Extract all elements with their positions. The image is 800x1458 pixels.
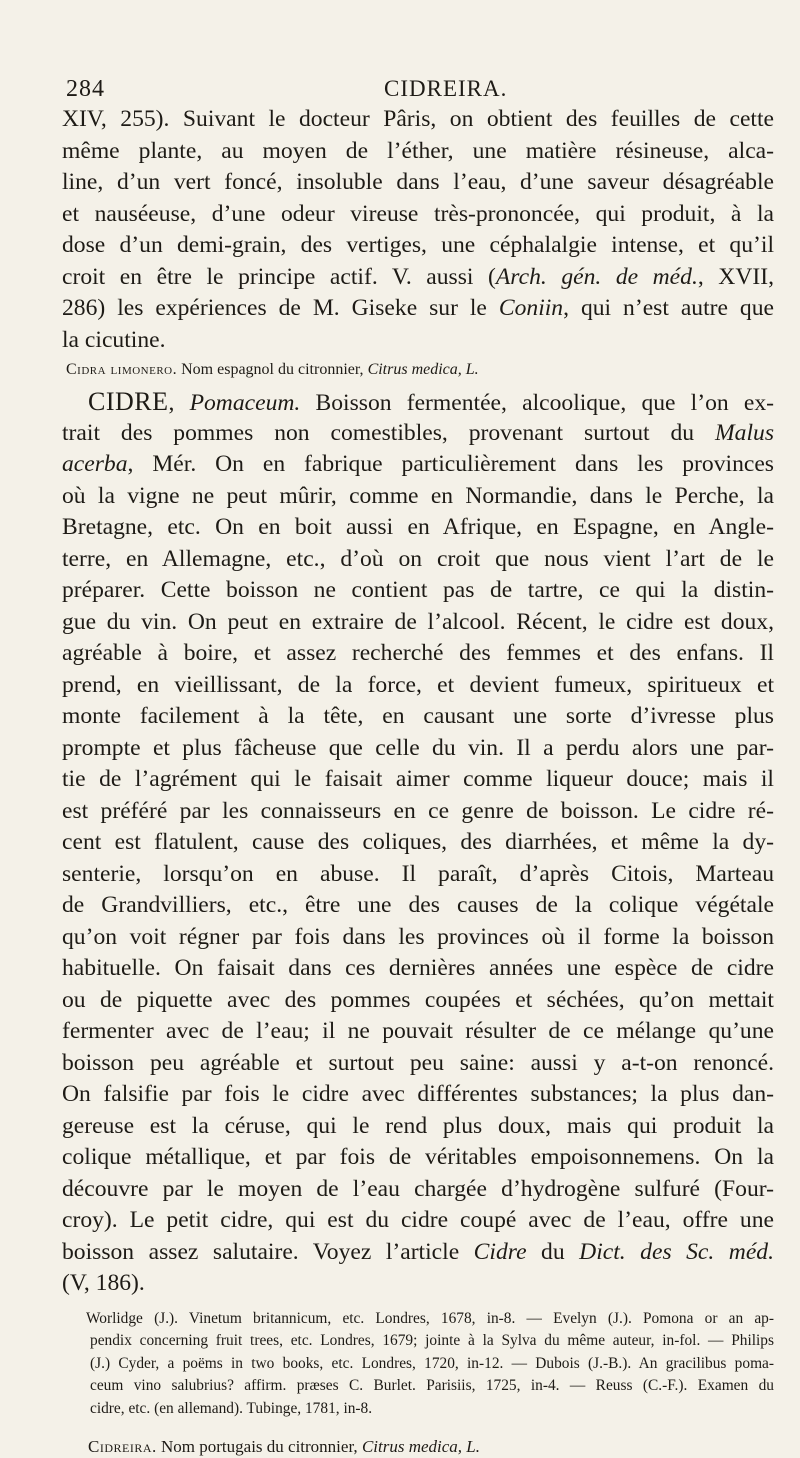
text-line: gue du vin. On peut en extraire de l’alcool. Récent, le cidre est doux,	[62, 608, 774, 635]
text-line	[62, 293, 774, 325]
bibliography-line: ceum vino salubrius? affirm. præses C. Burlet. Parisiis, 1725, in-4. — Reuss (C.-F.). Examen du	[90, 1377, 774, 1394]
text-line: croy). Le petit cidre, qui est du cidre coupé avec de l’eau, offre une	[62, 1207, 774, 1233]
latin-name: Pomaceum.	[189, 390, 301, 416]
entry-text: Nom espagnol du citronnier,	[177, 361, 368, 378]
bibliography-line: Worlidge (J.). Vinetum britannicum, etc. Londres, 1678, in-8. — Evelyn (J.). Pomona or an ap-	[86, 1309, 774, 1327]
text-line: cent est flatulent, cause des coliques, des diarrhées, et même la dy-	[62, 829, 774, 855]
text-line: est préféré par les connaisseurs en ce genre de boisson. Le cidre ré-	[62, 797, 774, 824]
entry-cidreira	[88, 1436, 774, 1458]
text-line: (V, 186).	[62, 1270, 145, 1296]
text-line: monte facilement à la tête, en causant une sorte d’ivresse plus	[62, 703, 774, 729]
text-line: senterie, lorsqu’on en abuse. Il paraît, d’après Citois, Marteau	[62, 860, 774, 887]
text-line: terre, en Allemagne, etc., d’où on croit que nous vient l’art de le	[62, 545, 774, 572]
text-line: la cicutine.	[62, 326, 166, 353]
text-line: gereuse est la céruse, qui le rend plus doux, mais qui produit la	[62, 1112, 774, 1139]
text-fragment: croit en être le principe actif. V. aussi (	[62, 263, 496, 290]
text-line: agréable à boire, et assez recherché des femmes et des enfans. Il	[62, 640, 774, 666]
text-fragment: du	[526, 1238, 580, 1265]
text-line: même plante, au moyen de l’éther, une matière résineuse, alca-	[62, 137, 774, 164]
entry-cidra-limonero	[66, 360, 774, 380]
text-line: fermenter avec de l’eau; il ne pouvait résulter de ce mélange qu’une	[62, 1018, 774, 1044]
entry-headword: Cidreira.	[88, 1437, 157, 1456]
text-fragment: , qui n’est autre que	[563, 295, 774, 321]
text-line: qu’on voit régner par fois dans les provinces où il forme la boisson	[62, 923, 774, 950]
text-fragment: Boisson fermentée, alcoolique, que l’on ex-	[300, 390, 774, 416]
bibliography-line: pendix concerning fruit trees, etc. Londres, 1679; jointe à la Sylva du même auteur, in-fol. — Philips	[90, 1332, 774, 1349]
text-fragment: 286) les expériences de M. Giseke sur le	[62, 295, 499, 321]
text-line	[62, 262, 774, 294]
latin-name: acerba	[62, 451, 128, 477]
coniin-term: Coniin	[498, 295, 564, 321]
continued-entry	[62, 104, 774, 356]
article-title: Cidre	[473, 1238, 527, 1265]
entry-headword: Cidra limonero.	[66, 361, 178, 378]
text-fragment: , XVII,	[697, 263, 774, 290]
text-line: préparer. Cette boisson ne contient pas de tartre, ce qui la distin-	[62, 577, 774, 603]
text-line: Bretagne, etc. On en boit aussi en Afrique, en Espagne, en Angle-	[62, 514, 774, 540]
running-head: CIDREIRA.	[384, 76, 508, 101]
latin-name: Citrus medica, L.	[361, 1437, 480, 1456]
entry-headword: CIDRE	[88, 387, 169, 416]
journal-reference: Arch. gén. de méd.	[495, 263, 698, 290]
text-line	[62, 418, 774, 450]
text-line: CIDRE, Pomaceum. Boisson fermentée, alcoolique, que l’on ex-	[88, 387, 774, 416]
text-line: où la vigne ne peut mûrir, comme en Normandie, dans le Perche, la	[62, 482, 774, 509]
text-line	[62, 449, 774, 481]
text-line: prompte et plus fâcheuse que celle du vin. Il a perdu alors une par-	[62, 734, 774, 761]
bibliography-line: (J.) Cyder, a poëms in two books, etc. Londres, 1720, in-12. — Dubois (J.-B.). An gracilibus poma-	[90, 1354, 774, 1372]
text-fragment: , Mér. On en fabrique particulièrement dans les provinces	[127, 451, 774, 477]
text-line: ou de piquette avec des pommes coupées et séchées, qu’on mettait	[62, 986, 774, 1013]
dictionary-title: Dict. des Sc. méd.	[579, 1238, 775, 1265]
latin-name: Malus	[715, 419, 774, 446]
text-line: line, d’un vert foncé, insoluble dans l’eau, d’une saveur désagréable	[62, 169, 774, 195]
page-number: 284	[66, 76, 105, 102]
text-line: et nauséeuse, d’une odeur vireuse très-prononcée, qui produit, à la	[62, 200, 774, 227]
text-line: tie de l’agrément qui le faisait aimer comme liqueur douce; mais il	[62, 766, 774, 792]
text-line: XIV, 255). Suivant le docteur Pâris, on obtient des feuilles de cette	[62, 106, 774, 132]
text-line: colique métallique, et par fois de véritables empoisonnemens. On la	[62, 1144, 774, 1170]
text-line: de Grandvilliers, etc., être une des causes de la colique végétale	[62, 892, 774, 918]
entry-cidre	[62, 386, 774, 1300]
text-line: On falsifie par fois le cidre avec différentes substances; la plus dan-	[62, 1081, 774, 1107]
page-header	[62, 66, 774, 104]
bibliography-line: cidre, etc. (en allemand). Tubinge, 1781, in-8.	[90, 1399, 373, 1417]
text-line: dose d’un demi-grain, des vertiges, une céphalalgie intense, et qu’il	[62, 232, 774, 258]
text-line: habituelle. On faisait dans ces dernières années une espèce de cidre	[62, 955, 774, 981]
text-line: boisson peu agréable et surtout peu saine: aussi y a-t-on renoncé.	[62, 1049, 774, 1076]
text-fragment: trait des pommes non comestibles, provenant surtout du	[62, 419, 716, 446]
entry-text: Nom portugais du citronnier,	[156, 1437, 362, 1456]
text-line: prend, en vieillissant, de la force, et devient fumeux, spiritueux et	[62, 671, 774, 698]
text-line	[62, 1237, 774, 1269]
text-fragment: boisson assez salutaire. Voyez l’article	[62, 1238, 474, 1265]
bibliography	[62, 1308, 774, 1421]
text-line: découvre par le moyen de l’eau chargée d’hydrogène sulfuré (Four-	[62, 1175, 774, 1202]
latin-name: Citrus medica, L.	[367, 361, 479, 378]
